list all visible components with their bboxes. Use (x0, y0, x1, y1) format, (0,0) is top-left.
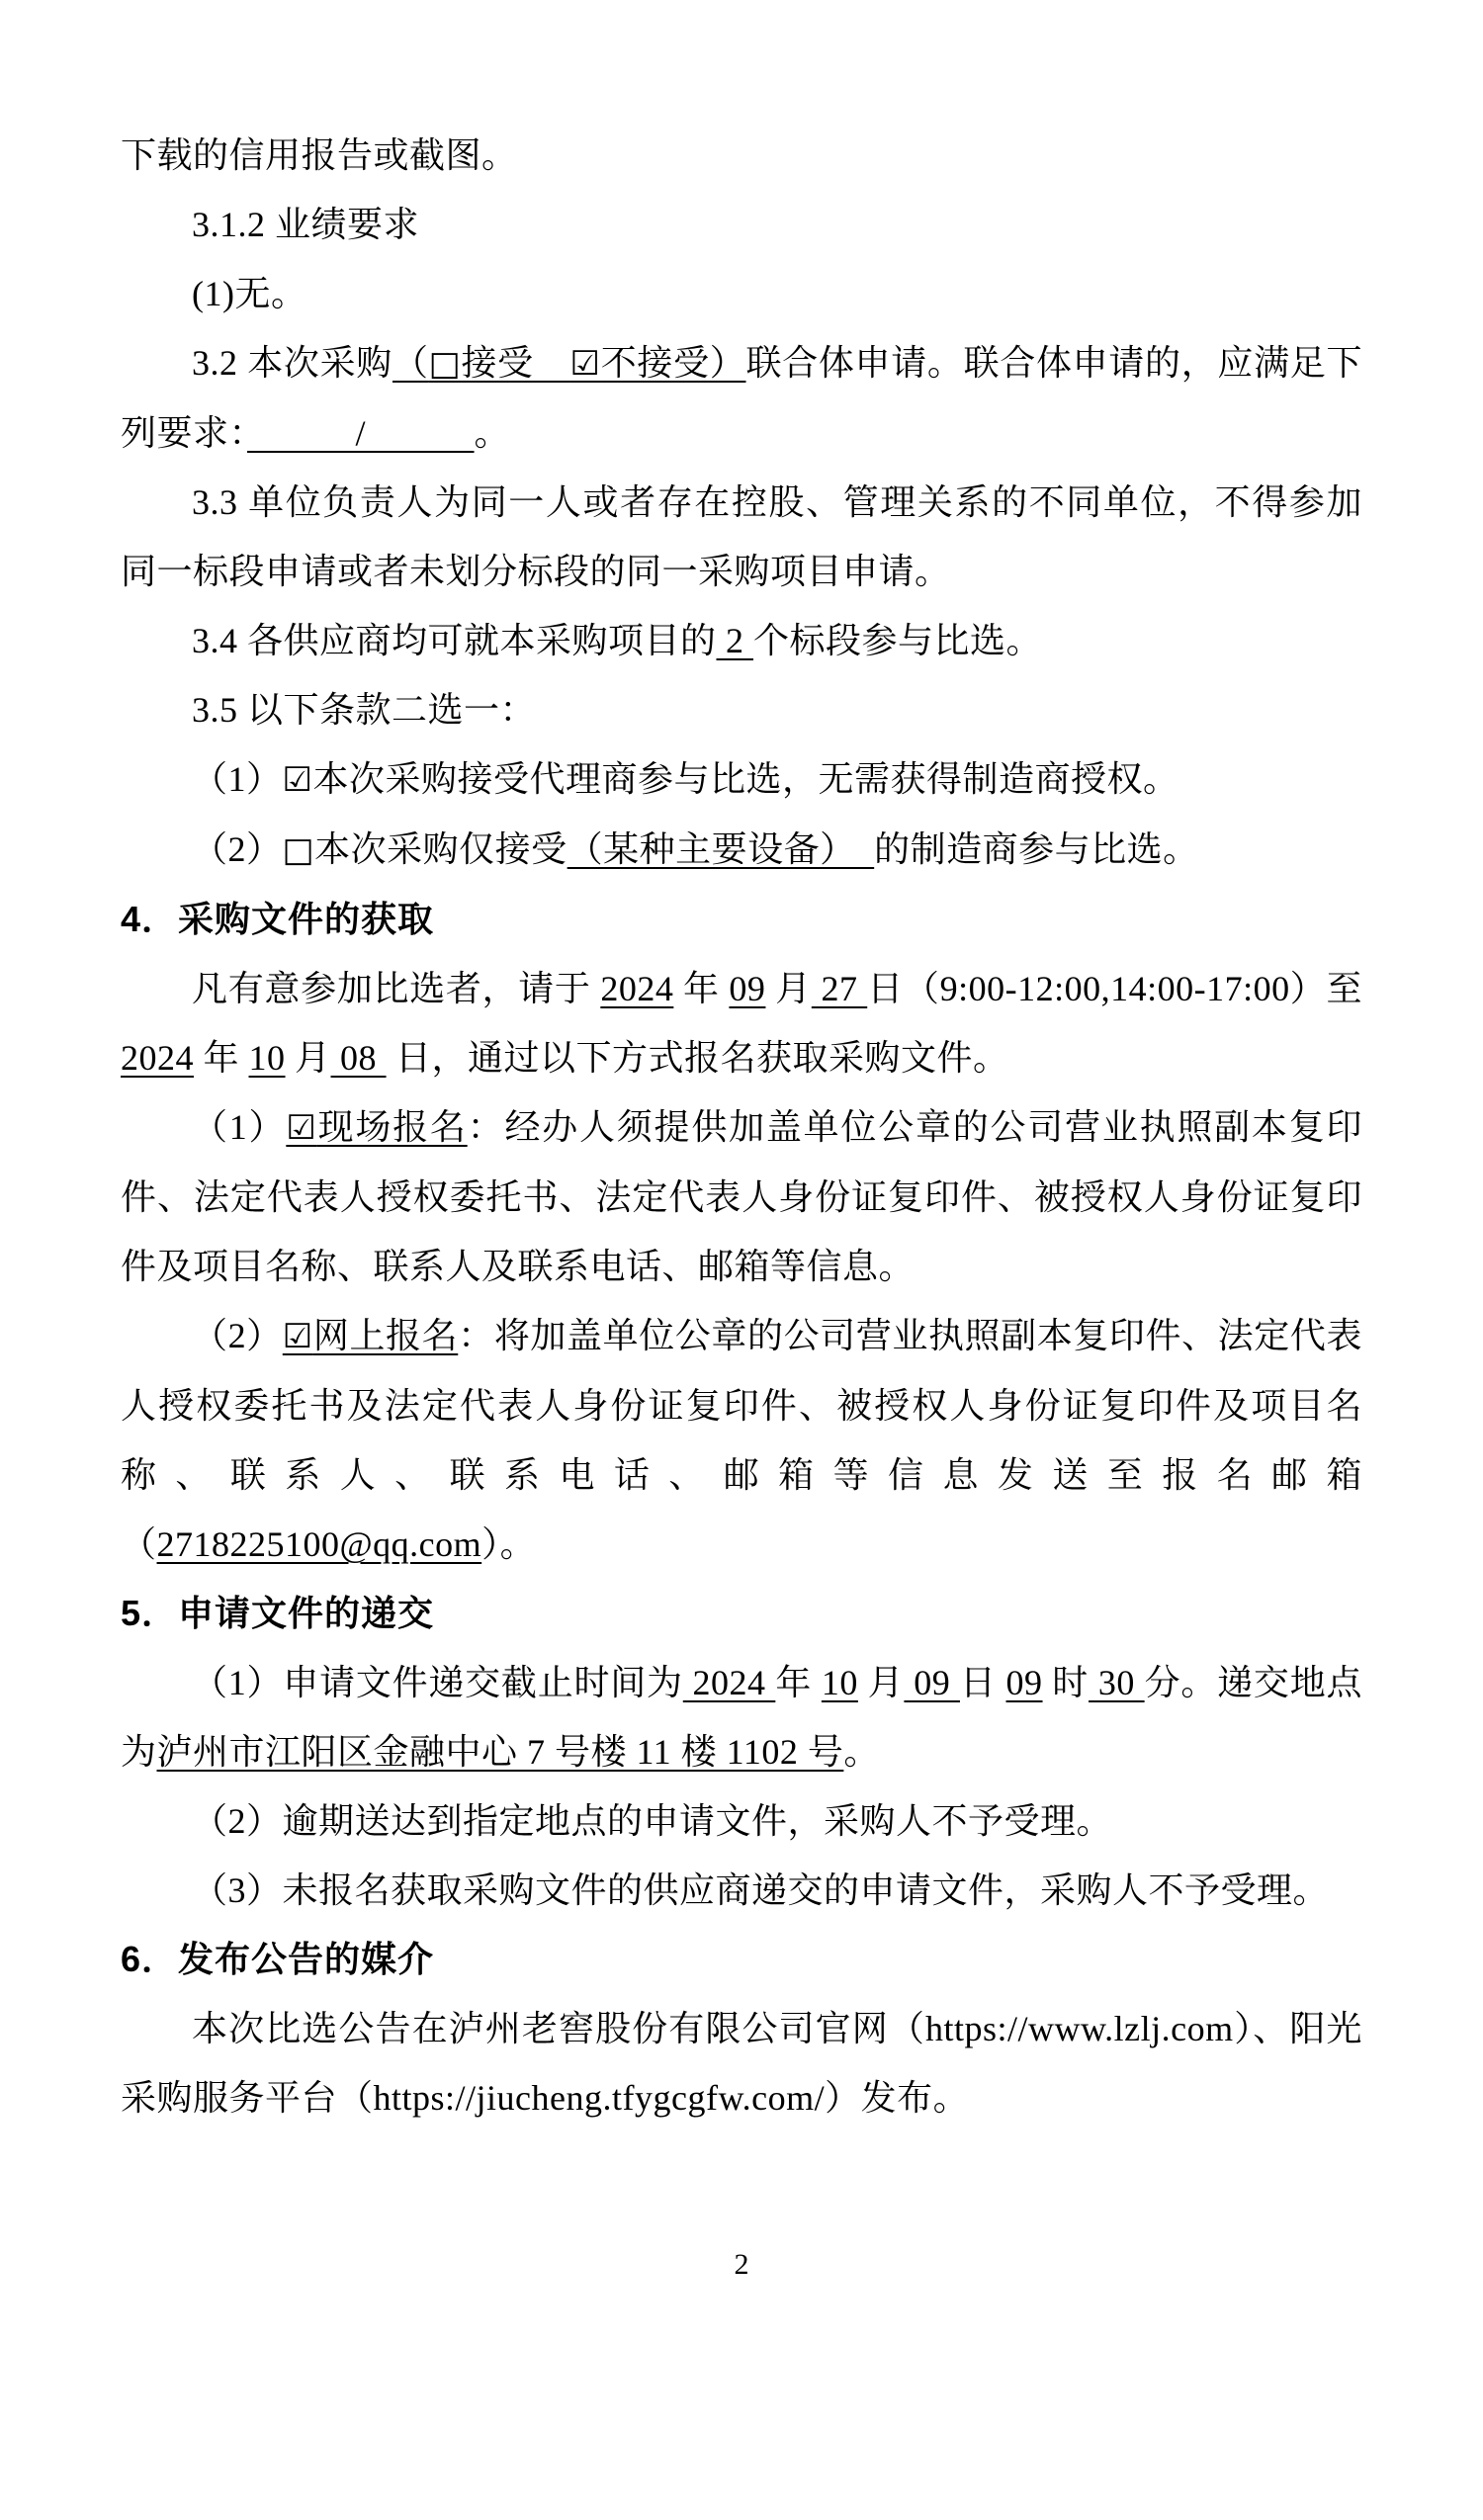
text-run: 日，通过以下方式报名获取采购文件。 (386, 1038, 1009, 1078)
text-run: 08 (330, 1038, 387, 1078)
text-run: 本次采购接受代理商参与比选，无需获得制造商授权。 (312, 759, 1179, 799)
text-run: 接受 (461, 343, 570, 383)
text-run: 年 (775, 1663, 822, 1702)
text-run: 网上报名 (312, 1316, 459, 1355)
text-run: 。 (843, 1732, 880, 1772)
text-run: 3.4 各供应商均可就本采购项目的 (192, 621, 717, 660)
text-run: （2） (192, 1316, 283, 1355)
text-run: （2）逾期送达到指定地点的申请文件，采购人不予受理。 (192, 1801, 1113, 1841)
checkbox-unchecked-icon: □ (428, 344, 462, 384)
para-4-1 (121, 954, 1372, 1092)
text-run: 泸州市江阳区金融中心 7 号楼 11 楼 1102 号 (156, 1732, 844, 1772)
checkbox-checked-icon: ☑ (282, 1317, 313, 1356)
text-run: 3.5 以下条款二选一： (192, 690, 537, 730)
text-run: （ (392, 343, 429, 383)
heading-5 (121, 1579, 1362, 1648)
text-run: 2024 (682, 1663, 776, 1702)
text-run: （1） (192, 1107, 287, 1147)
text-run: 本次比选公告在泸州老窖股份有限公司官网（https://www.lzlj.com）、阳光采购服务平台（https://jiucheng.tfygcgfw.com/）发布。 (121, 2009, 1362, 2118)
text-run: 分。递交地点为 (121, 1663, 1362, 1772)
text-run: 个标段参与比选。 (753, 621, 1043, 660)
text-run: 09 (904, 1663, 960, 1702)
text-run: 联合体申请。联合体申请的，应满足下列要求： (121, 343, 1362, 453)
text-run: 3.1.2 业绩要求 (192, 205, 420, 244)
text-run: 10 (821, 1663, 858, 1702)
text-run: 现场报名 (316, 1107, 468, 1147)
para-3-5-item-2 (121, 815, 1362, 885)
text-run: 30 (1089, 1663, 1145, 1702)
text-run: （2） (192, 829, 283, 869)
text-run: 月 (765, 969, 812, 1008)
text-run: 日 (959, 1663, 1006, 1702)
text-run: (1)无。 (192, 274, 307, 313)
text-run: / (247, 413, 475, 453)
text-run: 月 (285, 1038, 331, 1078)
text-run: 4．采购文件的获取 (121, 899, 435, 939)
para-3-3 (121, 468, 1362, 606)
text-run: 2024 (121, 1038, 194, 1078)
checkbox-checked-icon: ☑ (286, 1108, 317, 1148)
para-5-item-2 (121, 1786, 1362, 1856)
heading-6 (121, 1925, 1362, 1994)
text-run: 年 (673, 969, 730, 1008)
text-run: 3.3 单位负责人为同一人或者存在控股、管理关系的不同单位，不得参加同一标段申请或者未划分标段的同一采购项目申请。 (121, 482, 1362, 591)
text-run: ：经办人须提供加盖单位公章的公司营业执照副本复印件、法定代表人授权委托书、法定代表人身份证复印件、被授权人身份证复印件及项目名称、联系人及联系电话、邮箱等信息。 (121, 1107, 1362, 1286)
para-5-item-3 (121, 1856, 1362, 1925)
para-3-5-item-1 (121, 744, 1362, 815)
text-run: 6．发布公告的媒介 (121, 1939, 435, 1979)
checkbox-unchecked-icon: □ (282, 830, 315, 870)
para-3-2 (121, 328, 1362, 468)
text-run: 时 (1042, 1663, 1090, 1702)
text-run: 不接受） (600, 343, 746, 383)
para-6-1 (121, 1994, 1362, 2132)
text-run: 10 (248, 1038, 286, 1078)
text-run: （某种主要设备） (567, 829, 875, 869)
checkbox-checked-icon: ☑ (569, 344, 601, 384)
text-run: 日（9:00-12:00,14:00-17:00）至 (867, 969, 1372, 1008)
para-3-1-2-item-1 (121, 259, 1362, 328)
text-run: 2718225100@qq.com (156, 1524, 482, 1564)
para-4-item-1 (121, 1092, 1362, 1301)
text-run: （1）申请文件递交截止时间为 (192, 1663, 683, 1702)
text-run: 下载的信用报告或截图。 (121, 135, 518, 175)
para-credit-report-tail (121, 121, 1362, 190)
text-run: 3.2 本次采购 (192, 343, 393, 383)
para-4-item-2 (121, 1301, 1362, 1579)
text-run: 本次采购仅接受 (314, 829, 567, 869)
text-run: 2024 (600, 969, 674, 1008)
text-run: 27 (811, 969, 868, 1008)
heading-4 (121, 885, 1362, 954)
text-run: （3）未报名获取采购文件的供应商递交的申请文件，采购人不予受理。 (192, 1870, 1330, 1910)
text-run: 5．申请文件的递交 (121, 1593, 435, 1633)
para-5-item-1 (121, 1648, 1362, 1786)
text-run: ：将加盖单位公章的公司营业执照副本复印件、法定代表人授权委托书及法定代表人身份证复印件、被授权人身份证复印件及项目名称、联系人、联系电话、邮箱等信息发送至报名邮箱（ (121, 1316, 1362, 1564)
document-body (121, 121, 1372, 2132)
para-3-4 (121, 606, 1362, 675)
text-run: （1） (192, 759, 283, 799)
text-run: 凡有意参加比选者，请于 (192, 969, 601, 1008)
text-run: 月 (857, 1663, 905, 1702)
para-3-5 (121, 675, 1362, 744)
text-run: 09 (1005, 1663, 1043, 1702)
text-run: 09 (729, 969, 766, 1008)
checkbox-checked-icon: ☑ (282, 760, 313, 800)
text-run: 2 (716, 621, 754, 660)
text-run: 的制造商参与比选。 (874, 829, 1199, 869)
page-number: 2 (734, 2248, 749, 2281)
text-run: 年 (194, 1038, 249, 1078)
text-run: 。 (474, 413, 511, 453)
para-3-1-2 (121, 190, 1362, 259)
text-run: ）。 (481, 1524, 537, 1564)
